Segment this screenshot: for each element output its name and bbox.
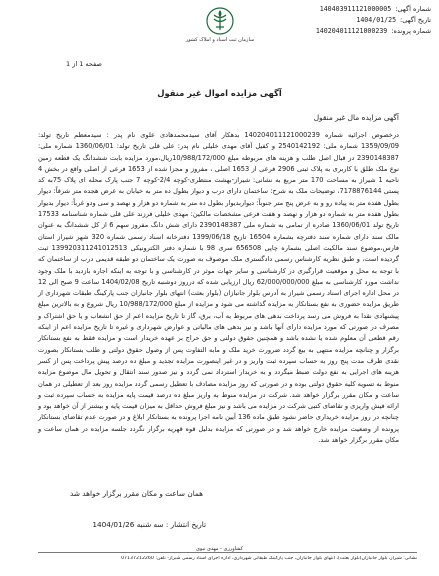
page-count: صفحه 1 از 1 [66, 60, 102, 68]
closing-line: همان ساعت و مکان مقرر برگزار خواهد شد [70, 489, 203, 498]
notice-date: 1404/01/25 [356, 16, 397, 24]
footer-address: نشانی: شیراز، بلوار جانبازان(بلوار بعثت)، انتهای بلوار جانبازان، جنب پارکینگ طبقاتی شهرداری، اداره اجرای اسناد رسمی شیراز- تلفن: 07137212260 [121, 556, 417, 561]
file-number-row [281, 26, 431, 37]
notice-title: آگهی مزایده اموال غیر منقول [157, 88, 282, 98]
footer-divider [38, 552, 417, 553]
notice-body: درخصوص اجرائیه شماره 140204011121000239 بدهکار آقای سیدمحمدهادی علوی نام پدر : سیدمعظم تاریخ تولد: 1359/09/09 شماره ملی: 2540142192 و کفیل آقای مهدی خلیلی نام پدر: علی قلی تاریخ تولد: 1360/06/01 شماره ملی: 2390148387 در قبال اصل طلب و هزینه های مربوطه مبلغ 10/988/172/000ریال،مورد مزایده بابت ششدانگ یک قطعه زمین نوع ملک طلق با کاربری به پلاک ثبتی 2906 فرعی از 1653 اصلی ، مفروز و مجزا شده از 1653 فرعی از اصلی واقع در بخش 4 ناحیه 1 شیراز به مساحت 170 متر مربع به نشانی: شیراز-بهشت منتظری-کوچه 2/4-کوچه 7 جنب پارک محله ای پلاک 75به کد پستی 7178876144، توضیحات ملک به شرح: ساختمان دارای درب و دیوار بطول ده متر به خیابان به عرض هجده متر شرقاً: دیوار بطول هفده متر به پیاده رو و به عرض پنج متر جنوباً: دیواربدیوار بطول ده متر به شماره دو هزار و نهصد و سی ودو غرباً: دیوار بدیوار بطول هفده متر به شماره دو هزار و نهصد و هفت فرعی مشخصات مالکین: مهدی خلیلی فرزند علی قلی شماره شناسنامه 17533 تاریخ تولد 1360/06/01 صادره از تمامی به شماره ملی 2390148387 دارای شش دانگ مفروز سهم 6 از کل ششدانگ به عنوان مالک سند دارای شماره سند دفترچه بشماره 16504 تاریخ 1399/06/18 دفترخانه اسناد رسمی شماره 320 شهر شیراز استان فارس،موضوع سند مالکیت اصلی بشماره چاپی 656508 سری 98 با شماره دفتر الکترونیکی 139920311241012513 ثبت گردیده است، و طبق نظریه کارشناس رسمی دادگستری ملک موصوف به صورت یک ساختمان دو طبقه قدیمی درب از ساختمان که با توجه به محل و موقعیت قرارگیری در کارشناسی و سایر جهات موثر در کارشناسی و با توجه به اینکه اجاره بازدید با ملک وجود نداشت مورد کارشناسی به مبلغ 62/000/000/000 ریال ارزیابی شده که درروز دوشنبه تاریخ 1404/02/08 ساعت 9 صبح الی 12 در محل اداره اجرای اسناد رسمی شیراز به آدرس بلوار جانبازان (بلوار بعثت) انتهای بلوار جانبازان جنب پارکینگ طبقات شهرداری از طریق مزایده حضوری به نفع بستانکار به مزایده گذاشته می شود و مزایده از مبلغ 10/988/172/000 ریال شروع و به بالاترین مبلغ پیشنهادی نقدا به فروش می رسد پرداخت بدهی های مربوط به آب، برق، گاز تا تاریخ مزایده اعم از حق انشعاب و یا حق اشتراک و مصرف در صورتی که مورد مزایده دارای آنها باشد و نیز بدهی های مالیاتی و عوارض شهرداری و غیره تا تاریخ مزایده اعم از اینکه رقم قطعی آن معلوم شده یا نشده باشد و همچنین حقوق دولتی و حق حراج بر عهده خریدار است و مزایده فقط به نفع بستانکار برگزار و چنانچه مزایده منتهی به بیع گردد ضرورت خرید ملک و مابه التفاوت پس از وصول حقوق دولتی و طلب بستانکار بصورت نقدی ظرف مدت پنج روز به حساب سپرده ثبت واریز و در غیر اینصورت مزایده تجدید و مبلغ ده درصد پیش پرداخت پس از کسر هزینه های اجرایی به نفع دولت ضبط میگردد و به خریدار استرداد نمی گردد و نیز صدور سند انتقال و تحویل مال موضوع مزایده منوط به تسویه کلیه حقوق دولتی بوده و در صورتی که روز مزایده مصادف با تعطیل رسمی گردد مزایده روز بعد از تعطیلی در همان ساعت و مکان مقرر برگزار خواهد شد. شرکت در مزایده منوط به واریز مبلغ ده درصد قیمت پایه مزایده به حساب سپرده ثبت و ارائه فیش واریزی و تقاضای کتبی شرکت در مزایده می باشد و نیز مبلغ فروش حداقل به میزان قیمت پایه و بیشتر از آن خواهد بود و چنانچه در روز مزایده خریداری حاضر نشود طبق ماده 136 آیین نامه اجرا پرونده به بستانکار ابلاغ و در صورت عدم تقاضای بستانکار پرونده از وضعیت مزایده خارج خواهد شد و در صورتی که مزایده بدلیل قوه قهریه برگزار نگردد جلسه مزایده در همان ساعت و مکان مقرر برگزار خواهد شد. [38, 131, 400, 445]
notice-number-label: شماره آگهی: [395, 5, 431, 13]
file-number: 140204011121000239 [315, 27, 388, 35]
notice-date-row [281, 15, 431, 26]
file-number-label: شماره پرونده: [391, 27, 431, 35]
notice-number-row [281, 4, 431, 15]
emblem-icon [205, 6, 235, 36]
org-logo [184, 6, 256, 50]
signer-name: کشاورزی - مهدی نبوی [195, 546, 243, 552]
notice-subtitle: آگهی مزایده مال غیر منقول [313, 113, 399, 122]
notice-date-label: تاریخ آگهی: [400, 16, 431, 24]
org-name: سازمان ثبت اسناد و املاک کشور [185, 37, 255, 43]
publication-date-label: تاریخ انتشار : سه شنبه [136, 520, 206, 529]
notice-meta [281, 4, 431, 37]
notice-number: 140403911121000005 [319, 5, 392, 13]
publication-date [92, 520, 206, 529]
publication-date-value: 1404/01/26 [92, 520, 135, 529]
